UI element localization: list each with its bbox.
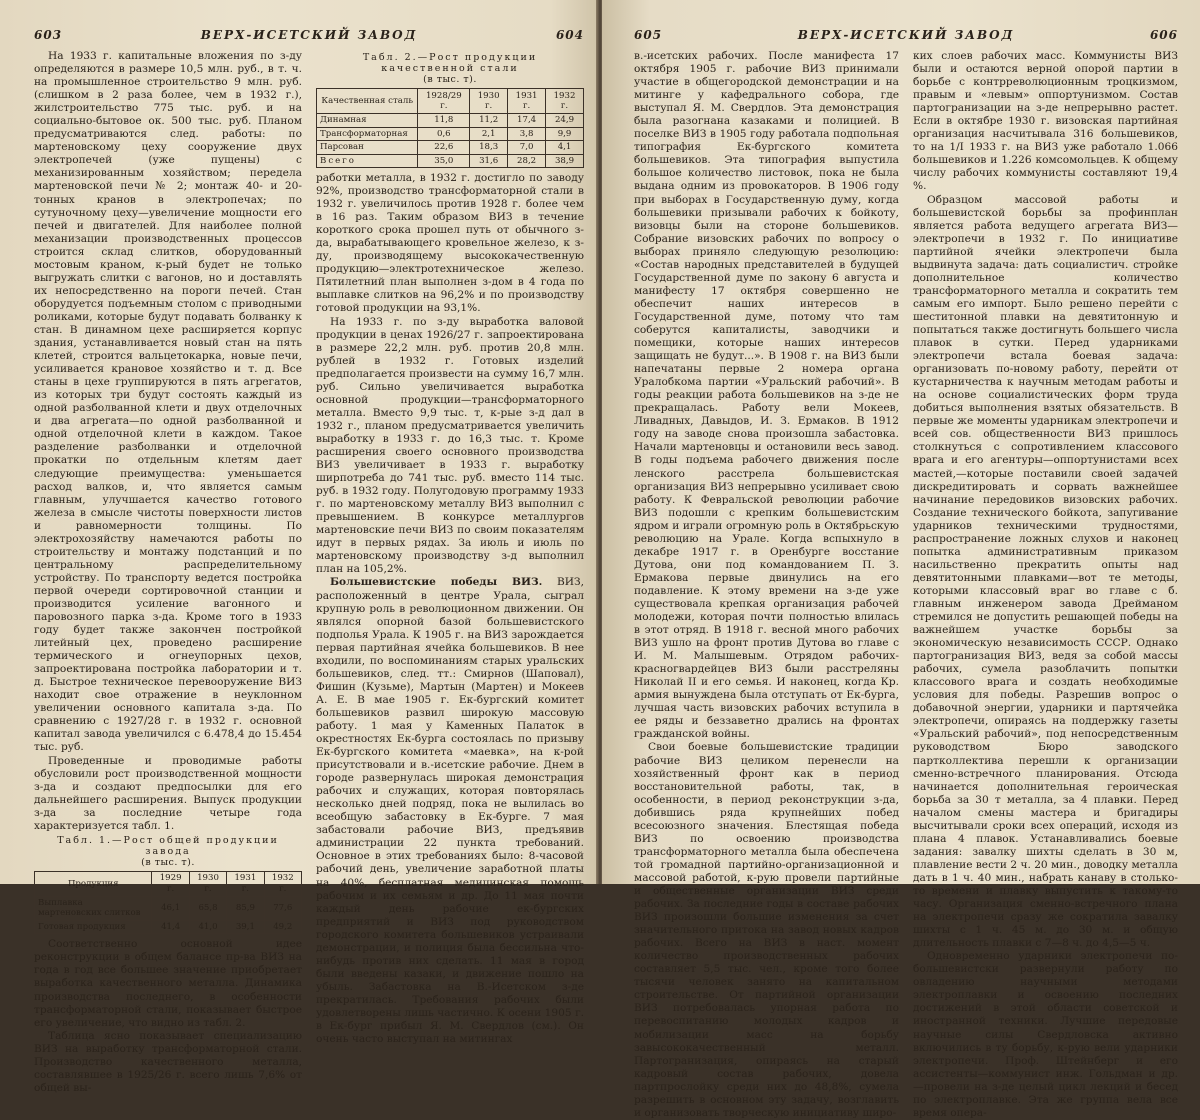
table-1-caption: Табл. 1.—Рост общей продукции завода (в тыс. т). xyxy=(57,834,279,868)
table-cell: Трансформаторная xyxy=(317,127,418,141)
table-header: 1931 г. xyxy=(508,89,546,114)
section-heading: Большевистские победы ВИЗ. xyxy=(330,576,543,589)
paragraph: работки металла, в 1932 г. достигло по заводу 92%, производство трансформаторной стали в 1932 г. увеличилось против 1928 г. более чем в 16 раз. Таким образом ВИЗ в течение короткого срока прошел путь от обычного з-да, вырабатывающего кровельное железо, к з-ду, производящему высококачественную продукцию—электротехническое железо. Пятилетний план выполнен з-дом в 4 года по выплавке слитков на 96,2% и по производству готовой продукции на 93,1%. xyxy=(316,172,584,315)
left-page-header xyxy=(34,26,584,44)
table-header: 1930 г. xyxy=(189,871,226,896)
table-cell: 77,6 xyxy=(264,896,301,920)
table-header: 1928/29 г. xyxy=(418,89,470,114)
table-cell: 38,9 xyxy=(546,154,584,168)
page-number-604: 604 xyxy=(555,28,584,42)
table-row xyxy=(317,154,584,168)
page-number-606: 606 xyxy=(1149,28,1178,42)
table-header: 1932 г. xyxy=(264,871,301,896)
table-cell: 2,1 xyxy=(470,127,508,141)
paragraph: Таблица ясно показывает специализацию ВИЗ на выработку трансформаторной стали. Производство качественного металла, составлявшее в 1925/26 г. всего лишь 7,6% от общей вы- xyxy=(34,1029,302,1094)
column-3 xyxy=(634,50,899,1119)
table-cell: 11,2 xyxy=(470,114,508,128)
table-header: 1932 г. xyxy=(546,89,584,114)
running-head: ВЕРХ-ИСЕТСКИЙ ЗАВОД xyxy=(200,28,418,42)
table-cell: 31,6 xyxy=(470,154,508,168)
table-header: 1931 г. xyxy=(227,871,264,896)
table-2 xyxy=(316,88,584,168)
table-cell: Всего xyxy=(317,154,418,168)
table-1 xyxy=(34,871,302,935)
table-cell: 4,1 xyxy=(546,141,584,155)
table-cell: 7,0 xyxy=(508,141,546,155)
table-cell: 11,8 xyxy=(418,114,470,128)
table-cell: 46,1 xyxy=(152,896,189,920)
right-page xyxy=(602,0,1200,1119)
table-cell: 39,1 xyxy=(227,920,264,934)
paragraph: Проведенные и проводимые работы обусловили рост производственной мощности з-да и создают предпосылки для его дальнейшего расширения. Выпуск продукции з-да за последние четыре года характеризуется табл. 1. xyxy=(34,754,302,832)
right-page-columns xyxy=(634,50,1178,1119)
running-head: ВЕРХ-ИСЕТСКИЙ ЗАВОД xyxy=(797,28,1015,42)
table-header: 1929 г. xyxy=(152,871,189,896)
table-cell: 65,8 xyxy=(189,896,226,920)
table-cell: 17,4 xyxy=(508,114,546,128)
table-cell: Парсован xyxy=(317,141,418,155)
right-page-header xyxy=(634,26,1178,44)
page-number-605: 605 xyxy=(634,28,663,42)
table-cell: 35,0 xyxy=(418,154,470,168)
table-2-caption: Табл. 2.—Рост продукции качественной стали (в тыс. т). xyxy=(362,52,538,85)
paragraph: Свои боевые большевистские традиции рабочие ВИЗ целиком перенесли на хозяйственный фронт как в период восстановительной работы, так, в особенности, в период реконструкции з-да, добившись ряда крупнейших побед всесоюзного значения. Блестящая победа ВИЗ по освоению производства трансформаторного металла была обеспечена той громадной партийно-организационной и массовой работой, к-рую провели партийные и общественные организации ВИЗ среди рабочих. За последние годы в составе рабочих ВИЗ произошли большие изменения за счет значительного притока на завод новых кадров рабочих. Всего на ВИЗ в наст. момент количество производственных рабочих составляет 5,5 тыс. чел., кроме того более тысячи человек занято на капитальном строительстве. От партийной организации ВИЗ потребовалась упорная работа по перевоспитанию молодых кадров и мобилизации масс на борьбу завысококачественный металл. Партогранизация, опираясь на старый кадровый состав рабочих, довела партпрослойку среди них до 48,8%, сумела разрешить в основном эту задачу, возглавить и организовать творческую инициативу широ- xyxy=(634,741,899,1119)
table-row xyxy=(317,127,584,141)
column-2 xyxy=(316,50,584,1046)
table-cell: 85,9 xyxy=(227,896,264,920)
table-cell: Динамная xyxy=(317,114,418,128)
table-cell: 0,6 xyxy=(418,127,470,141)
table-header: Продукция xyxy=(35,871,152,896)
table-cell: 41,4 xyxy=(152,920,189,934)
table-cell: 49,2 xyxy=(264,920,301,934)
table-cell: Готовая продукция xyxy=(35,920,152,934)
table-row xyxy=(317,114,584,128)
paragraph: Одновременно ударники электропечи по-большевистски развернули работу по овладению научными методами электроплавки и освоению последних достижений в этой области советской и иностранной техники. Лучшие передовые научные силы Свердловска активно включились в ту борьбу, к-рую вели ударники электропечи. Проф. Штейнберг и его ассистенты—коммунист инж. Гольдман и др.—провели на з-де целый цикл лекций и бесед по электроплавке. Эта же группа вела все время опера- xyxy=(913,950,1178,1119)
table-header: 1930 г. xyxy=(470,89,508,114)
table-cell: 3,8 xyxy=(508,127,546,141)
table-row xyxy=(35,896,302,920)
table-cell: 24,9 xyxy=(546,114,584,128)
column-4 xyxy=(913,50,1178,1119)
table-cell: 28,2 xyxy=(508,154,546,168)
paragraph: ких слоев рабочих масс. Коммунисты ВИЗ были и остаются верной опорой партии в борьбе с контрреволюционным троцкизмом, правым и «левым» оппортунизмом. Состав партогранизации на з-де непрерывно растет. Если в октябре 1930 г. визовская партийная организация насчитывала 316 большевиков, то на 1/I 1933 г. на ВИЗ уже работало 1.066 большевиков и 1.226 комсомольцев. К общему числу рабочих коммунисты составляют 19,4 %. xyxy=(913,50,1178,193)
paragraph: в.-исетских рабочих. После манифеста 17 октября 1905 г. рабочие ВИЗ принимали участие в общегородской демонстрации и на митинге у кафедрального собора, где выступал Я. М. Свердлов. Эта демонстрация была разогнана казаками и полицией. В поселке ВИЗ в 1905 году работала подпольная типография Ек-бургского комитета большевиков. Эта типография выпустила большое количество листовок, пока не была выдана одним из провокаторов. В 1906 году при выборах в Государственную думу, когда большевики призывали рабочих к бойкоту, визовцы были на стороне большевиков. Собрание визовских рабочих по вопросу о выборах приняло следующую резолюцию: «Состав народных представителей в будущей Государственной думе по закону 6 августа и манифесту 17 октября совершенно не обеспечит наших интересов в Государственной думе, потому что там соберутся капиталисты, заводчики и помещики, которые наших интересов защищать не будут...». В 1908 г. на ВИЗ были напечатаны первые 2 номера органа Уралобкома партии «Уральский рабочий». В годы реакции работа большевиков на з-де не прекращалась. Работу вели Мокеев, Ливадных, Давыдов, И. З. Ермаков. В 1912 году на заводе снова произошла забастовка. Начали мартеновцы и остановили весь завод. В годы подъема рабочего движения после ленского расстрела большевистская организация ВИЗ непрерывно усиливает свою работу. К Февральской революции рабочие ВИЗ подошли с крепким большевистским ядром и играли огромную роль в Октябрьскую революцию на Урале. Когда вспыхнуло в декабре 1917 г. в Оренбурге восстание Дутова, они под командованием П. З. Ермакова первые двинулись на его подавление. К этому времени на з-де уже существовала крепкая организация рабочей молодежи, которая почти полностью влилась в этот отряд. В 1918 г. весной много рабочих ВИЗ ушло на фронт против Дутова во главе с И. М. Малышевым. Отрядом рабочих-красногвардейцев ВИЗ были расстреляны Николай II и его семья. И наконец, когда Кр. армия вынуждена была отступать от Ек-бурга, лучшая часть визовских рабочих вступила в ее ряды и беззаветно дрались на фронтах гражданской войны. xyxy=(634,50,899,741)
paragraph: На 1933 г. по з-ду выработка валовой продукции в ценах 1926/27 г. запроектирована в размере 22,2 млн. руб. против 20,8 млн. рублей в 1932 г. Готовых изделий предполагается произвести на сумму 16,7 млн. руб. Сильно увеличивается выработка основной продукции—трансформаторного металла. Вместо 9,9 тыс. т, к-рые з-д дал в 1932 г., планом предусматривается увеличить выработку в 1933 г. до 16,3 тыс. т. Кроме расширения своего основного производства ВИЗ увеличивает в 1933 г. выработку ширпотреба до 741 тыс. руб. вместо 114 тыс. руб. в 1932 году. Полугодовую программу 1933 г. по мартеновскому металлу ВИЗ выполнил с превышением. В конкурсе металлургов мартеновские печи ВИЗ по своим показателям идут в первых рядах. За июль и июль по мартеновскому производству з-д выполнил план на 105,2%. xyxy=(316,315,584,576)
page-number-603: 603 xyxy=(34,28,63,42)
table-header: Качественная сталь xyxy=(317,89,418,114)
table-cell: 22,6 xyxy=(418,141,470,155)
section-paragraph: Большевистские победы ВИЗ. ВИЗ, расположенный в центре Урала, сыграл крупную роль в революционном движении. Он являлся опорной базой большевистского подполья Урала. К 1905 г. на ВИЗ зарождается первая партийная ячейка большевиков. В нее входили, по воспоминаниям старых уральских большевиков, след. тт.: Смирнов (Шаповал), Фишин (Кузьме), Мартын (Мартен) и Мокеев А. Е. В мае 1905 г. Ек-бургский комитет большевиков развил широкую массовую работу. 1 мая у Каменных Палаток в окрестностях Ек-бурга состоялась по призыву Ек-бургского комитета «маевка», на к-рой присутствовали и в.-исетские рабочие. Днем в городе развернулась широкая демонстрация рабочих и служащих, которая повторялась несколько дней подряд, пока не вылилась во всеобщую забастовку в Ек-бурге. 7 мая забастовали рабочие ВИЗ, предъявив администрации 22 пункта требований. Основное в этих требованиях было: 8-часовой рабочий день, увеличение заработной платы на 40%, бесплатная медицинская помощь рабочим и их семьям и др. До 11 мая почти каждый день рабочие ек-бургских предприятий и ВИЗ под руководством городского комитета большевиков устраивали демонстрации, и полиция была бессильна что-нибудь против них сделать. 11 мая в город были введены казаки, и движение пошло на убыль. Забастовка на В.-Исетском з-де прекратилась. Требования рабочих были удовлетворены лишь частично. К осени 1905 г. в Ек-бург прибыл Я. М. Свердлов (см.). Он очень часто выступал на митингах xyxy=(316,576,584,1046)
left-page xyxy=(0,0,598,1094)
paragraph: Соответственно основной идее реконструкции в общем балансе пр-ва ВИЗ на года в год все большее значение приобретает выработка качественного металла. Динамика производства последнего, в особенности трансформаторной стали, показывает быстрое его увеличение, что видно из табл. 2. xyxy=(34,938,302,1029)
paragraph: Образцом массовой работы и большевистской борьбы за профинплан является работа ведущего агрегата ВИЗ—электропечи в 1932 г. По инициативе партийной ячейки электропечи была выдвинута задача: дать социалистич. стройке дополнительное количество трансформаторного металла и сократить тем самым его импорт. Было решено перейти с шеститонной плавки на девятитонную и попытаться также достигнуть большего числа плавок в сутки. Перед ударниками электропечи встала боевая задача: организовать по-новому работу, перейти от кустарничества к научным методам работы и на основе социалистических форм труда добиться выполнения взятых обязательств. В первые же моменты ударникам электропечи и всей сов. общественности ВИЗ пришлось столкнуться с сопротивлением классового врага и его агентуры—оппортунистами всех мастей,—которые поставили своей задачей дискредитировать и сорвать важнейшее начинание передовиков визовских рабочих. Создание технического бойкота, запугивание ударников техническими трудностями, распространение ложных слухов и наконец попытка административным приказом насильственно прекратить опыты над девятитонными плавками—вот те методы, которыми классовый враг во главе с б. главным инженером завода Дрейманом стремился не допустить решающей победы на важнейшем участке борьбы за экономическую независимость СССР. Однако партогранизация ВИЗ, ведя за собой массы рабочих, сумела разоблачить попытки классового врага и создать необходимые условия для победы. Разрешив вопрос о добавочной энергии, ударники и партячейка электропечи, опираясь на поддержку газеты «Уральский рабочий», под непосредственным руководством Бюро заводского партколлектива перешли к организации сменно-встречного планирования. Отсюда начинается дополнительная героическая борьба за 30 т металла, за 4 плавки. Перед началом смены мастера и бригадиры высчитывали сроки всех операций, исходя из плана 4 плавок. Устанавливались боевые задания: завалку шихты сделать в 30 м, плавление вести 2 ч. 20 мин., доводку металла дать в 1 ч. 40 мин., набрать канаву в столько-то времени и плавку выпустить к такому-то часу. Организация сменно-встречного плана на электропечи сразу же сократила завалку шихты с 1 ч. 45 м. до 30 м. и общую длительность плавки с 7—8 ч. до 4,5—5 ч. xyxy=(913,193,1178,950)
table-cell: Выплавка мартеновских слитков xyxy=(35,896,152,920)
table-row xyxy=(317,141,584,155)
column-1 xyxy=(34,50,302,1094)
table-row xyxy=(35,920,302,934)
left-page-columns xyxy=(34,50,584,1094)
table-cell: 9,9 xyxy=(546,127,584,141)
table-cell: 18,3 xyxy=(470,141,508,155)
table-cell: 41,0 xyxy=(189,920,226,934)
paragraph: На 1933 г. капитальные вложения по з-ду определяются в размере 10,5 млн. руб., в т. ч. на промышленное строительство 9 млн. руб. (слишком в 2 раза более, чем в 1932 г.), жилстроительство 775 тыс. руб. и на социально-бытовое ок. 500 тыс. руб. Планом предусматриваются след. работы: по мартеновскому цеху сооружение двух электропечей (уже пущены) с механизированным хозяйством; передела мартеновской печи № 2; монтаж 40- и 20-тонных кранов в электропечах; по сутуночному цеху—увеличение мощности его печей и двигателей. Для наиболее полной механизации производственных процессов строится склад слитков, оборудованный мостовым краном, к-рый будет не только выгружать слитки с вагонов, но и доставлять их непосредственно на пороги печей. Стан оборудуется подъемным столом с приводными роликами, которые будут подавать болванку к стан. В динамном цехе расширяется корпус здания, устанавливается новый стан на пять клетей, строится вальцетокарка, новые печи, усиливается крановое хозяйство и т. д. Все станы в цехе группируются в пять агрегатов, из которых три будут состоять каждый из одной разболванной клети и двух отделочных и два агрегата—по одной разболванной и одной отделочной клети в каждом. Такое разделение разболванки и отделочной прокатки по отдельным клетям дает следующие преимущества: уменьшается расход валков, и, что является самым главным, улучшается качество готового железа в смысле чистоты поверхности листов и равномерности толщины. По электрохозяйству намечаются работы по строительству и монтажу подстанций и по центральному распределительному устройству. По транспорту ведется постройка первой очереди сортировочной станции и производится усиление вагонного и паровозного парка з-да. Кроме того в 1933 году будет также закончен постройкой литейный цех, проведено расширение термического и огнеупорных цехов, запроектирована постройка лаборатории и т. д. Быстрое техническое перевооружение ВИЗ находит свое отражение в неуклонном увеличении основного капитала з-да. По сравнению с 1927/28 г. в 1932 г. основной капитал завода увеличился с 6.478,4 до 15.454 тыс. руб. xyxy=(34,50,302,754)
